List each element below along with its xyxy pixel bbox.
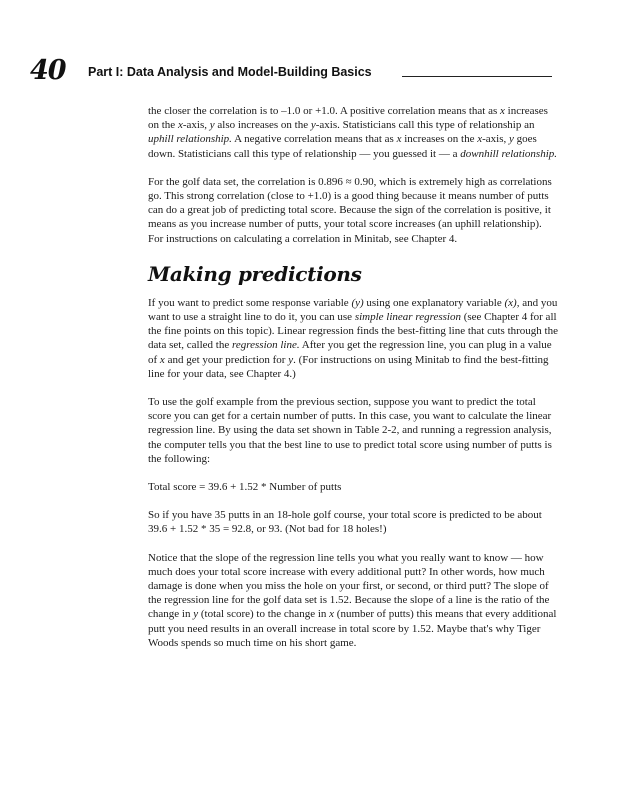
paragraph-correlation-intro: the closer the correlation is to –1.0 or +1.0. A positive correlation means that as x increases on the x-axis, y also increases on the y-axis. Statisticians call this type of relationship an uphill relationship. A negative correlation means that as x increases on the x-axis, y goes down. Statisticians call this type of relationship — you guessed it — a downhill relationship. xyxy=(148,105,557,160)
header-rule xyxy=(402,76,552,77)
paragraph-predictions-intro: If you want to predict some response variable (y) using one explanatory variable (x), and you want to use a straight line to do it, you can use simple linear regression (see Chapter 4 for all the fine points on this topic). Linear regression finds the best-fitting line that cuts through the data set, called the regression line. After you get the regression line, you can plug in a value of x and get your prediction for y. (For instructions on using Minitab to find the best-fitting line for your data, see Chapter 4.) xyxy=(148,296,558,380)
section-heading: Making predictions xyxy=(148,261,362,286)
page-body xyxy=(148,104,558,664)
paragraph-golf-regression: To use the golf example from the previous section, suppose you want to predict the total score you can get for a certain number of putts. In this case, you want to calculate the linear regression line. By using the data set shown in Table 2-2, and running a regression analysis, the computer tells you that the best line to use to predict total score using number of putts is the following: xyxy=(148,396,552,465)
paragraph-slope-explanation: Notice that the slope of the regression line tells you what you really want to know — how much does your total score increase with every additional putt? In other words, how much damage is done when you miss the hole on your first, or second, or third putt? The slope of the regression line for the golf data set is 1.52. Because the slope of a line is the ratio of the change in y (total score) to the change in x (number of putts) this means that every additional putt you need results in an overall increase in total score by 1.52. Maybe that's why Tiger Woods spends so much time on his short game. xyxy=(148,551,557,649)
paragraph-golf-correlation: For the golf data set, the correlation is 0.896 ≈ 0.90, which is extremely high as correlations go. This strong correlation (close to +1.0) is a good thing because it means number of putts can do a great job of predicting total score. Because the sign of the correlation is positive, it means as you increase number of putts, your total score increases (an uphill relationship). For instructions on calculating a correlation in Minitab, see Chapter 4. xyxy=(148,175,552,245)
page-header xyxy=(30,56,552,86)
paragraph-prediction-example: So if you have 35 putts in an 18-hole golf course, your total score is predicted to be about 39.6 + 1.52 * 35 = 92.8, or 93. (Not bad for 18 holes!) xyxy=(148,509,542,536)
regression-equation: Total score = 39.6 + 1.52 * Number of putts xyxy=(148,481,342,494)
page-number: 40 xyxy=(30,55,66,86)
part-title: Part I: Data Analysis and Model-Building Basics xyxy=(88,65,372,79)
